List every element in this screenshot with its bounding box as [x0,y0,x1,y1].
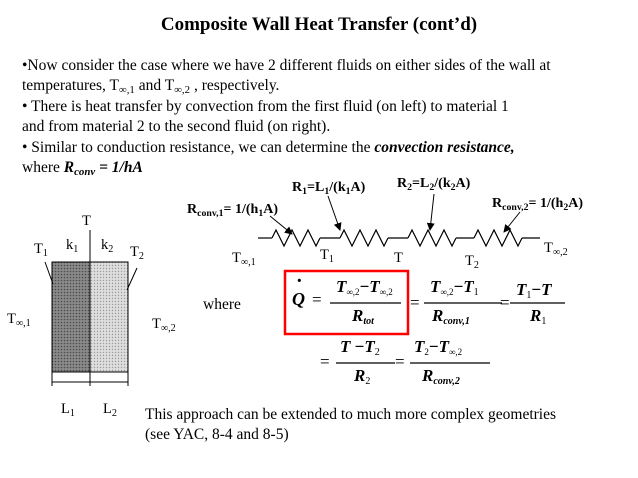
subscript: 2 [365,376,371,387]
bullet-2-line-2: and from material 2 to the second fluid (on right). [22,118,331,135]
symbol: T [7,311,16,327]
text-run: A) [568,196,584,211]
symbol: T [34,241,43,257]
subscript: 2 [450,182,456,193]
subscript: 2 [424,347,429,357]
subscript: 1 [42,248,48,259]
label-T2 [130,244,144,262]
subscript: ∞,2 [440,287,454,297]
eq-den5 [422,366,460,387]
symbol: T [463,277,474,296]
subscript: 2 [111,408,117,419]
eq-num2 [430,277,479,298]
symbol: T [232,250,241,266]
symbol: R [354,366,366,385]
label-Rconv1 [187,202,278,219]
label-k1 [66,237,78,255]
subscript: conv,1 [197,208,224,219]
label-Tinf1 [7,311,31,329]
eq-den1 [352,306,374,327]
subscript: 1 [258,208,264,219]
subscript: ∞,2 [552,247,568,258]
symbol: k [66,237,74,253]
symbol: L [61,401,70,417]
subscript: 1 [324,186,330,197]
text-run: =L [412,176,430,191]
subscript: 2 [374,347,380,358]
operator: − [453,277,464,296]
node-Tinf2 [544,240,568,258]
symbol: T [130,244,139,260]
footer-line-2: (see YAC, 8-4 and 8-5) [145,426,289,443]
label-L1 [61,401,75,419]
resistor-Rconv1 [272,230,320,246]
formula-symbol: R [63,159,75,176]
subscript: ∞,1 [118,84,135,96]
resistor-R1 [340,230,388,246]
symbol: R [187,202,198,217]
eq-num5 [414,337,462,357]
bullet-2-line-1: • There is heat transfer by convection from the first fluid (on left) to material 1 [22,98,509,115]
eq-Q: Q [292,289,305,309]
node-T2 [465,253,479,271]
symbol: T [336,277,347,296]
operator: − [354,337,365,356]
slide-title: Composite Wall Heat Transfer (cont’d) [160,14,478,35]
subscript: ∞,1 [240,257,256,268]
symbol: T [516,280,527,299]
operator: − [359,277,370,296]
text-run: A) [263,202,279,217]
resistor-R2 [408,230,456,246]
subscript: ∞,2 [379,287,393,297]
text-run: =L [307,180,325,195]
node-Tinf1 [232,250,256,268]
subscript: 1 [345,186,351,197]
text-run: where [22,159,64,176]
symbol: R [422,366,434,385]
label-k2 [101,237,113,255]
label-L2 [103,401,117,419]
where-label: where [203,296,241,313]
symbol: T [340,337,351,356]
subscript: ∞,2 [346,287,360,297]
text-run: /(k [329,180,346,195]
eq-equals-3: = [500,293,510,312]
eq-equals-4: = [320,352,330,371]
label-R1 [292,180,365,197]
symbol: T [544,240,553,256]
symbol: T [369,277,380,296]
subscript: 1 [526,290,532,301]
subscript: conv,2 [433,376,460,387]
subscript: 1 [73,244,79,255]
bullet-1-line-1: •Now consider the case where we have 2 different fluids on either sides of the wall at [22,57,551,74]
eq-num3 [516,280,551,301]
subscript: 1 [302,186,308,197]
label-R2 [397,176,470,193]
subscript: tot [363,316,374,327]
subscript: conv [74,166,96,178]
subscript: conv,1 [443,316,470,327]
label-Rconv2 [492,196,583,213]
eq-equals-2: = [410,293,420,312]
symbol: R [352,306,364,325]
subscript: 1 [69,408,75,419]
symbol: T [541,280,552,299]
text-run: • Similar to conduction resistance, we can determine the [22,139,375,156]
subscript: ∞,2 [160,323,176,334]
symbol: T [438,337,449,356]
symbol: T [152,316,161,332]
subscript: 2 [563,202,569,213]
eq-num1 [336,277,393,297]
symbol: R [492,196,503,211]
text-run: and T [134,77,175,94]
text-run: A) [455,176,471,191]
eq-Q-dot: · [296,270,303,292]
subscript: 2 [138,251,144,262]
resistor-Rconv2 [474,230,522,246]
text-run: A) [350,180,366,195]
eq-equals-5: = [395,352,405,371]
subscript: 2 [429,182,435,193]
symbol: T [465,253,474,269]
label-T-interface: T [82,213,91,229]
subscript: ∞,2 [174,84,191,96]
symbol: T [320,247,329,263]
text-run: = 1/(h [528,196,564,211]
symbol: T [364,337,375,356]
subscript: ∞,1 [15,318,31,329]
operator: − [531,280,542,299]
material-2-slab [90,262,128,372]
symbol: R [432,306,444,325]
text-run: , respectively. [190,77,280,94]
subscript: 2 [473,260,479,271]
label-Tinf2 [152,316,176,334]
eq-den3 [530,306,546,327]
text-run: /(k [434,176,451,191]
footer-line-1: This approach can be extended to much more complex geometries [145,406,557,423]
symbol: T [430,277,441,296]
subscript: 1 [541,316,547,327]
label-T1 [34,241,48,259]
eq-den2 [432,306,470,327]
subscript: 1 [328,254,334,265]
eq-num4 [340,337,380,358]
symbol: R [292,180,303,195]
eq-equals-1: = [312,290,322,309]
symbol: L [103,401,112,417]
symbol: R [397,176,408,191]
node-T1 [320,247,334,265]
text-run: temperatures, T [22,77,119,94]
formula-text: = 1/hA [95,159,143,176]
symbol: T [414,337,425,356]
subscript: 2 [407,182,413,193]
subscript: ∞,2 [448,347,463,357]
subscript: conv,2 [502,202,529,213]
symbol: R [530,306,542,325]
emphasis-text: convection resistance, [374,139,515,156]
operator: − [428,337,439,356]
text-run: = 1/(h [223,202,259,217]
thermal-circuit [258,230,540,246]
eq-den4 [354,366,370,387]
symbol: k [101,237,109,253]
node-T: T [394,250,403,266]
subscript: 1 [473,287,479,298]
subscript: 2 [108,244,114,255]
material-1-slab [52,262,90,372]
